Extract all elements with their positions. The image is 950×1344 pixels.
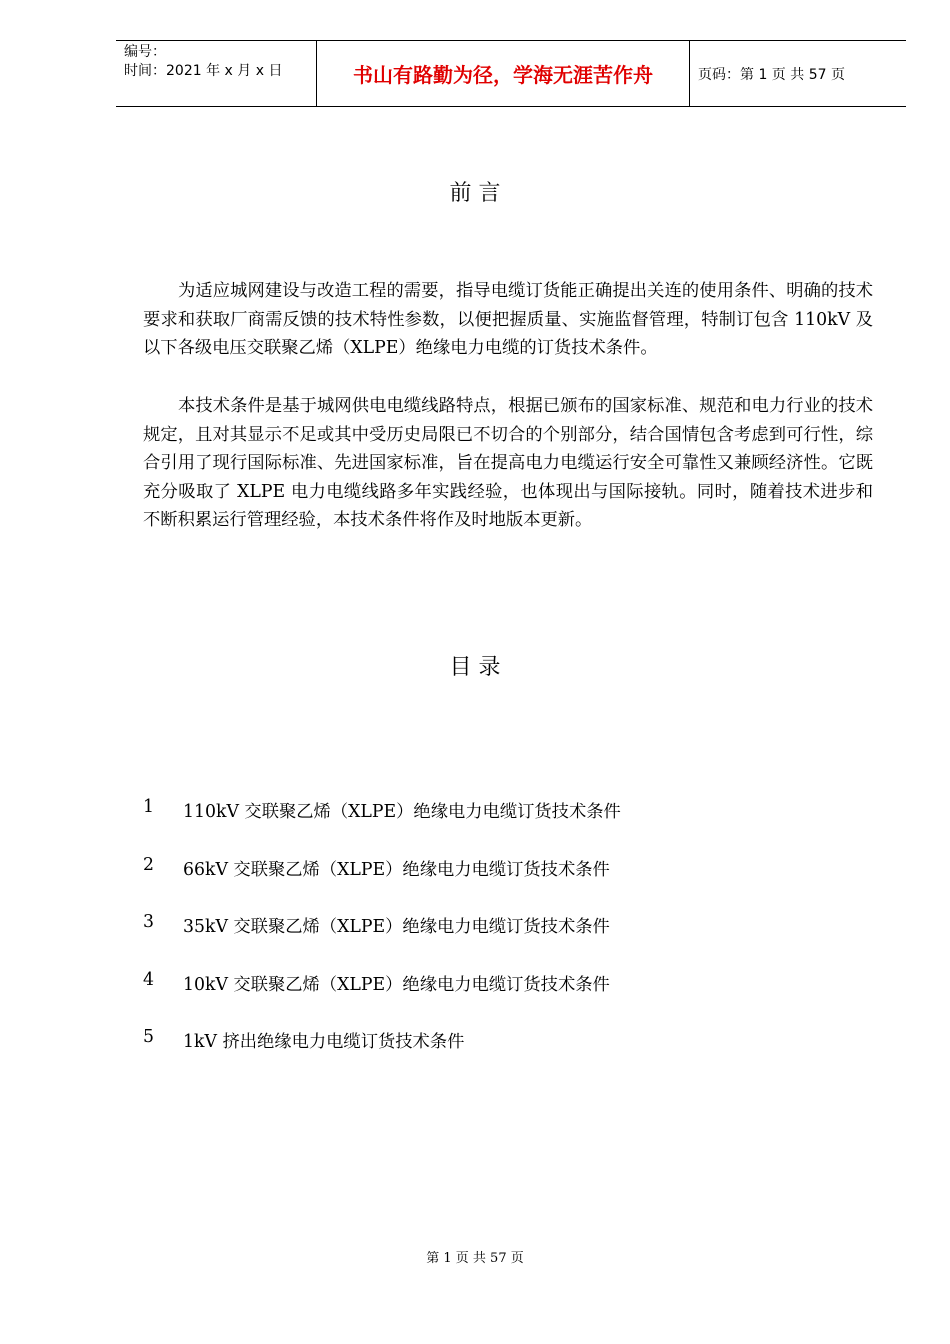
toc-item-text: 110kV 交联聚乙烯（XLPE）绝缘电力电缆订货技术条件 — [183, 802, 621, 822]
toc-item-4[interactable] — [143, 970, 843, 1028]
toc-item-5[interactable] — [143, 1027, 843, 1085]
toc-item-1[interactable] — [143, 797, 843, 855]
toc-item-text: 35kV 交联聚乙烯（XLPE）绝缘电力电缆订货技术条件 — [183, 917, 610, 937]
preface-paragraph-2: 本技术条件是基于城网供电电缆线路特点，根据已颁布的国家标准、规范和电力行业的技术规定，且对其显示不足或其中受历史局限已不切合的个别部分，结合国情包含考虑到可行性，综合引用了现行国际标准、先进国家标准，旨在提高电力电缆运行安全可靠性又兼顾经济性。它既充分吸取了 XLPE 电力电缆线路多年实践经验，也体现出与国际接轨。同时，随着技术进步和不断积累运行管理经验，本技术条件将作及时地版本更新。 — [143, 396, 873, 530]
toc-list — [143, 797, 843, 1085]
header-motto: 书山有路勤为径，学海无涯苦作舟 — [316, 41, 690, 106]
time-label: 时间：2021 年 x 月 x 日 — [124, 63, 283, 79]
toc-item-text: 66kV 交联聚乙烯（XLPE）绝缘电力电缆订货技术条件 — [183, 859, 610, 880]
serial-label: 编号： — [124, 44, 166, 60]
toc-item-text: 10kV 交联聚乙烯（XLPE）绝缘电力电缆订货技术条件 — [183, 974, 610, 995]
toc-item-number: 4 — [143, 969, 154, 990]
header-meta — [116, 41, 316, 106]
toc-item-number: 2 — [143, 854, 154, 875]
page-footer: 第 1 页 共 57 页 — [426, 1251, 524, 1266]
toc-item-2[interactable] — [143, 855, 843, 913]
toc-item-number: 5 — [143, 1027, 154, 1047]
toc-item-text: 1kV 挤出绝缘电力电缆订货技术条件 — [183, 1032, 465, 1052]
preface-paragraph-1: 为适应城网建设与改造工程的需要，指导电缆订货能正确提出关连的使用条件、明确的技术要求和获取厂商需反馈的技术特性参数，以便把握质量、实施监督管理，特制订包含 110kV 及以下各级电压交联聚乙烯（XLPE）绝缘电力电缆的订货技术条件。 — [143, 281, 873, 358]
toc-title: 目 录 — [449, 655, 501, 680]
page-header — [116, 40, 906, 107]
header-page-info: 页码：第 1 页 共 57 页 — [698, 66, 845, 83]
toc-item-number: 1 — [143, 797, 154, 817]
toc-item-number: 3 — [143, 912, 154, 932]
toc-item-3[interactable] — [143, 912, 843, 970]
preface-title: 前 言 — [449, 181, 501, 206]
